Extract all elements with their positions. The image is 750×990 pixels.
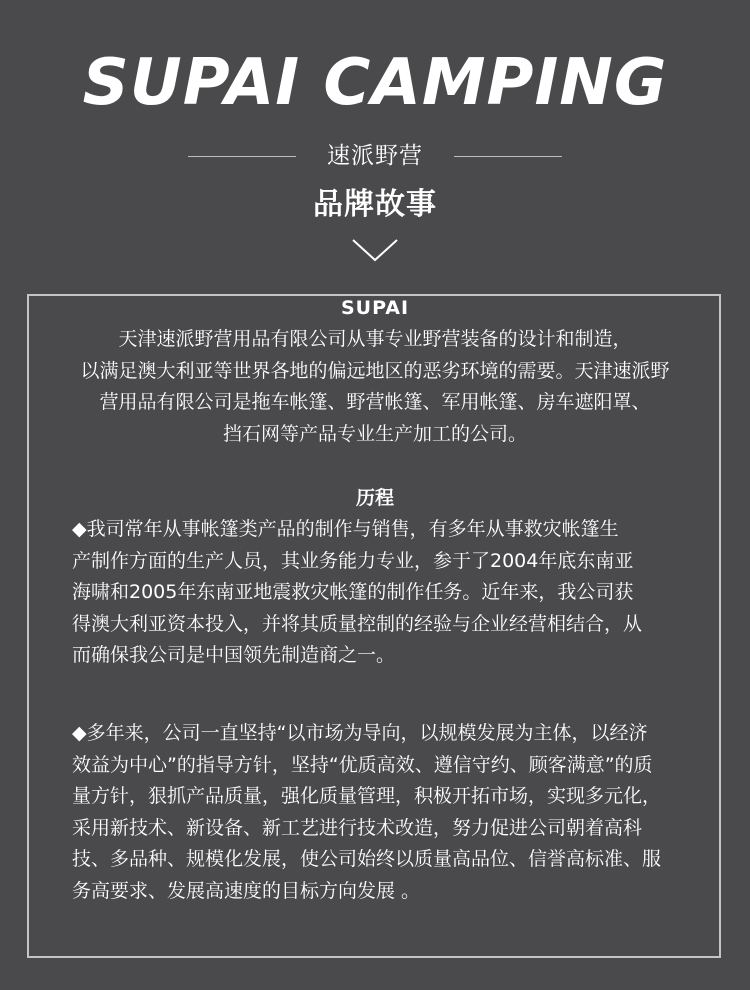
- history-line: 采用新技术、新设备、新工艺进行技术改造，努力促进公司朝着高科: [72, 816, 643, 839]
- history-line: 得澳大利亚资本投入，并将其质量控制的经验与企业经营相结合，从: [72, 612, 643, 635]
- history-line: 效益为中心”的指导方针，坚持“优质高效、遵信守约、顾客满意”的质: [72, 753, 653, 776]
- history-paragraph-1: [72, 514, 687, 672]
- history-line: 技、多品种、规模化发展，使公司始终以质量高品位、信誉高标准、服: [72, 848, 662, 870]
- history-line: 海啸和2005年东南亚地震救灾帐篷的制作任务。近年来，我公司获: [72, 581, 634, 603]
- section-heading: 品牌故事: [313, 187, 437, 222]
- history-line: 产制作方面的生产人员，其业务能力专业，参于了2004年底东南亚: [72, 549, 634, 572]
- history-line: ◆多年来，公司一直坚持“以市场为导向，以规模发展为主体，以经济: [72, 722, 648, 744]
- intro-line: 以满足澳大利亚等世界各地的偏远地区的恶劣环境的需要。天津速派野: [80, 359, 670, 382]
- history-line: 务高要求、发展高速度的目标方向发展 。: [72, 879, 421, 902]
- brand-title: SUPAI CAMPING: [82, 46, 668, 120]
- history-line: 而确保我公司是中国领先制造商之一。: [72, 644, 396, 666]
- subtitle-row: [0, 138, 750, 174]
- subtitle: 速派野营: [327, 143, 423, 169]
- history-heading: 历程: [355, 487, 394, 509]
- intro-line: 天津速派野营用品有限公司从事专业野营装备的设计和制造，: [118, 328, 632, 350]
- history-line: 量方针，狠抓产品质量，强化质量管理，积极开拓市场，实现多元化，: [72, 785, 662, 807]
- subtitle-rule-right: [454, 156, 562, 157]
- intro-line: 挡石网等产品专业生产加工的公司。: [222, 422, 527, 445]
- intro-heading: SUPAI: [340, 297, 410, 319]
- history-line: ◆我司常年从事帐篷类产品的制作与销售，有多年从事救灾帐篷生: [72, 518, 619, 540]
- intro-line: 营用品有限公司是拖车帐篷、野营帐篷、军用帐篷、房车遮阳罩、: [99, 391, 651, 413]
- chevron-down-icon: [351, 238, 399, 262]
- intro-body: [0, 324, 750, 450]
- history-paragraph-2: [72, 718, 687, 907]
